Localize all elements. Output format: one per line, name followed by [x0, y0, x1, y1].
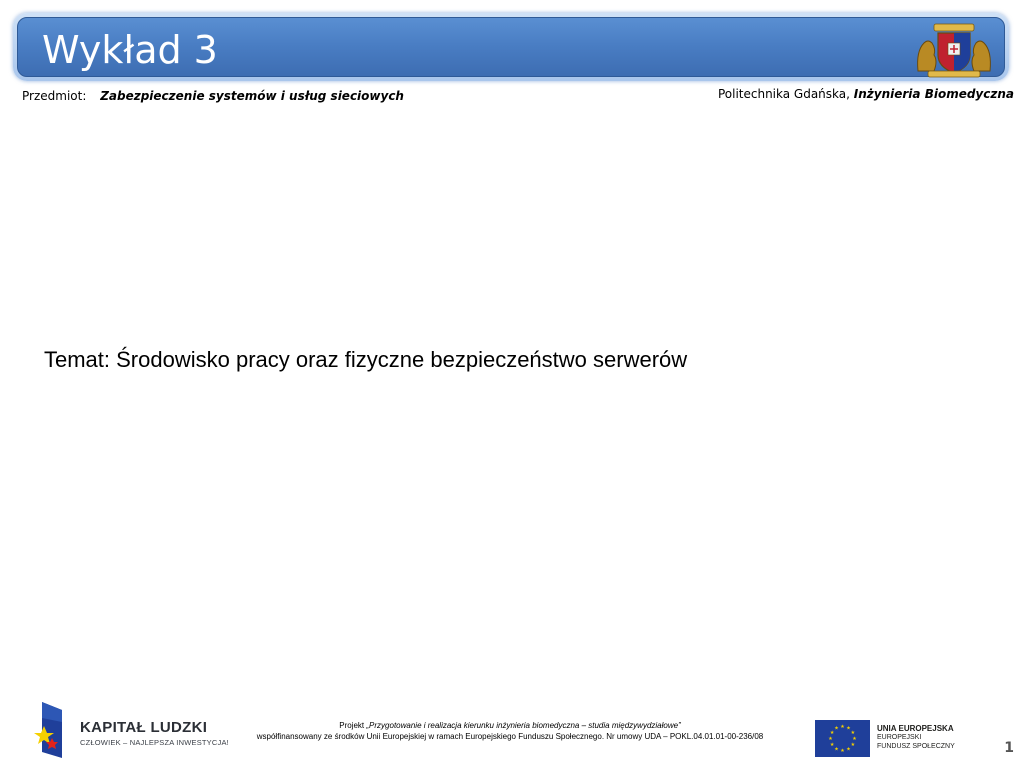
svg-text:★: ★: [852, 736, 857, 742]
eu-line-1: UNIA EUROPEJSKA: [877, 724, 954, 733]
eu-line-3: FUNDUSZ SPOŁECZNY: [877, 743, 955, 750]
page-number: 1: [1004, 740, 1014, 756]
project-prefix: Projekt: [339, 721, 367, 730]
svg-text:★: ★: [850, 742, 856, 748]
svg-text:★: ★: [846, 746, 851, 753]
svg-text:★: ★: [834, 725, 839, 732]
svg-text:★: ★: [828, 736, 833, 742]
project-line-1: [210, 720, 810, 731]
university-crest-icon: [914, 21, 994, 79]
svg-text:★: ★: [840, 724, 845, 730]
project-title: „Przygotowanie i realizacja kierunku inżynieria biomedyczna – studia międzywydziałowe”: [366, 721, 681, 730]
kapital-ludzki-title: KAPITAŁ LUDZKI: [80, 719, 208, 736]
eu-label: [877, 724, 955, 751]
project-line-2: współfinansowany ze środków Unii Europejskiej w ramach Europejskiego Funduszu Społecznego. Nr umowy UDA – POKL.04.01.01-00-236/08: [256, 732, 764, 741]
svg-text:★: ★: [846, 725, 851, 732]
slide-title: Wykład 3: [42, 28, 218, 72]
lecture-topic: Temat: Środowisko pracy oraz fizyczne bezpieczeństwo serwerów: [44, 347, 688, 372]
eu-flag-icon: [815, 720, 870, 757]
title-banner-inner: [17, 17, 1005, 77]
university-line: [718, 87, 1014, 101]
subject-value: Zabezpieczenie systemów i usług sieciowych: [100, 89, 404, 103]
svg-text:★: ★: [834, 746, 839, 753]
title-banner: [13, 13, 1009, 81]
university-name: Politechnika Gdańska,: [717, 87, 850, 101]
faculty-name: Inżynieria Biomedyczna: [853, 87, 1014, 101]
svg-text:★: ★: [840, 748, 845, 754]
svg-text:★: ★: [850, 730, 856, 736]
svg-text:★: ★: [829, 730, 835, 736]
svg-text:★: ★: [829, 742, 835, 748]
kapital-ludzki-tagline: CZŁOWIEK – NAJLEPSZA INWESTYCJA!: [80, 738, 229, 747]
subject-label: Przedmiot:: [22, 89, 87, 103]
subject-line: [22, 89, 404, 103]
project-info: [210, 720, 810, 742]
eu-line-2: EUROPEJSKI: [877, 734, 922, 741]
